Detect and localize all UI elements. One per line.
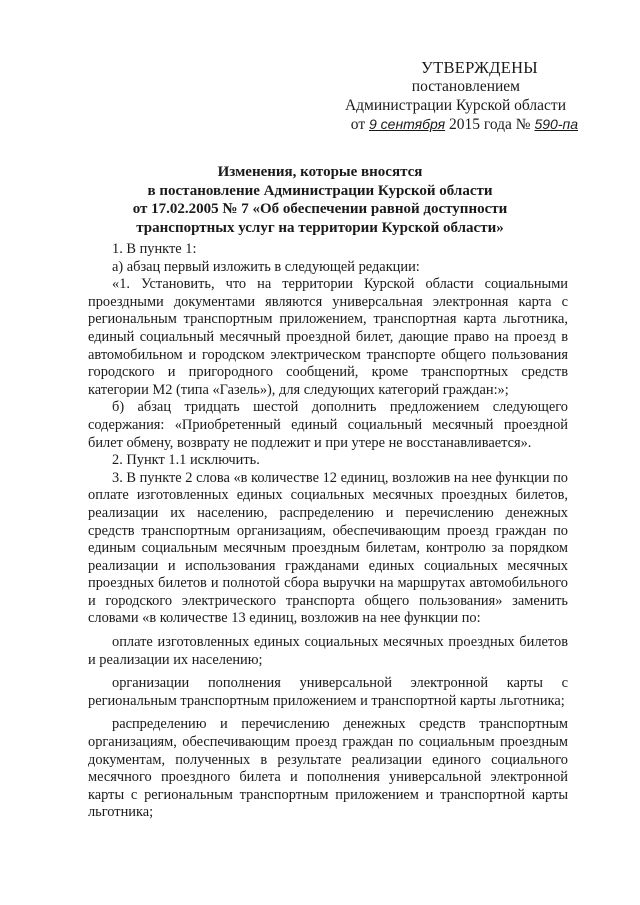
heading-line-1: Изменения, которые вносятся [217, 164, 423, 180]
approval-date-line [345, 115, 578, 134]
approval-line-resolution: постановлением [411, 78, 520, 95]
paragraph-function-1: оплате изготовленных единых социальных месячных проездных билетов и реализации их населению; [88, 634, 568, 668]
heading-line-4: транспортных услуг на территории Курской области» [136, 219, 504, 236]
paragraph-item-1b: б) абзац тридцать шестой дополнить предложением следующего содержания: «Приобретенный единый социальный месячный проездной билет обмену, возврату не подлежит и при утере не восстанавливается». [88, 399, 568, 451]
approval-title: УТВЕРЖДЕНЫ [421, 58, 538, 77]
heading-line-3: от 17.02.2005 № 7 «Об обеспечении равной доступности [132, 201, 508, 217]
paragraph-function-2: организации пополнения универсальной электронной карты с региональным транспортным приложением и транспортной карты льготника; [88, 675, 568, 709]
paragraph-quote-1: «1. Установить, что на территории Курской области социальными проездными документами являются универсальная электронная карта с региональным транспортным приложением, транспортная карта льготника, единый социальный месячный проездной билет, дающие право на проезд в автомобильном и городском электрическом транспорте общего пользования городского и пригородного сообщений, кроме транспортных средств категории М2 (типа «Газель»), для следующих категорий граждан:»; [88, 276, 568, 398]
paragraph-item-1: 1. В пункте 1: [112, 241, 197, 257]
paragraph-item-3: 3. В пункте 2 слова «в количестве 12 единиц, возложив на нее функции по оплате изготовленных единых социальных месячных проездных билетов, реализации их населению, распределению и перечислению денежных средств транспортным организациям, обеспечивающим проезд граждан по единым социальным месячным проездным билетам, контролю за порядком реализации и использования гражданами единых социальных месячных проездных билетов и полнотой сбора выручки на маршрутах автомобильного и городского электрического транспорта общего пользования» заменить словами «в количестве 13 единиц, возложив на нее функции по: [88, 469, 568, 627]
heading-line-2: в постановление Администрации Курской области [147, 182, 493, 199]
document-body [88, 241, 568, 822]
approval-number-value: 590-па [534, 116, 578, 132]
document-heading [90, 163, 550, 237]
approval-date-prefix: от [350, 116, 369, 133]
approval-date-value: 9 сентября [369, 116, 446, 132]
paragraph-item-2: 2. Пункт 1.1 исключить. [112, 452, 260, 469]
approval-date-mid: 2015 года № [445, 116, 535, 133]
paragraph-function-3: распределению и перечислению денежных средств транспортным организациям, обеспечивающим проезд граждан по социальным проездным документам, полученных в результате реализации единого социального месячного проездного билета и пополнения универсальной электронной карты с региональным транспортным приложением и транспортной карты льготника; [88, 716, 568, 821]
paragraph-item-1a: а) абзац первый изложить в следующей редакции: [112, 258, 420, 275]
approval-line-administration: Администрации Курской области [344, 97, 566, 114]
approval-block [345, 58, 578, 134]
